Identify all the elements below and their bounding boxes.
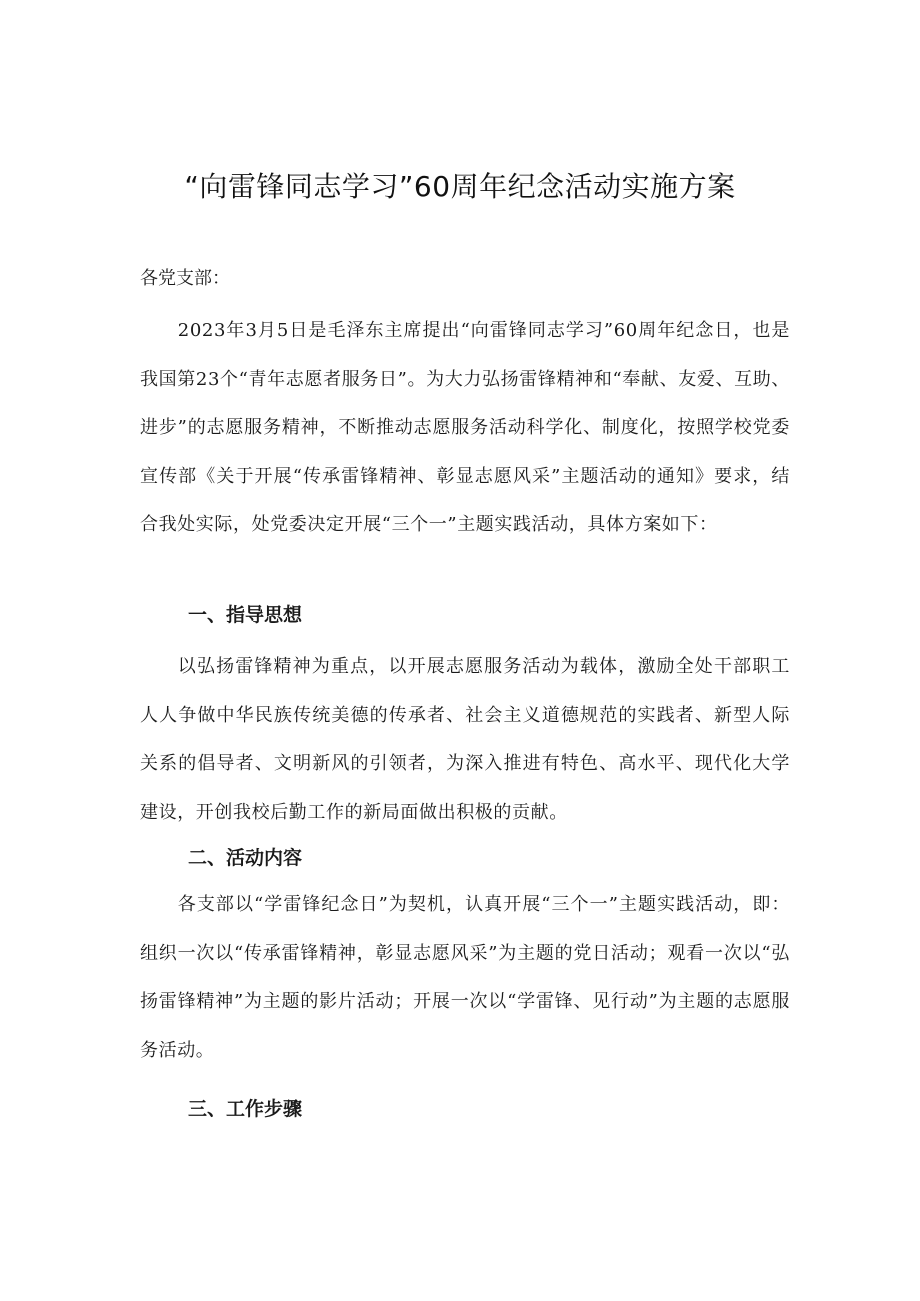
guiding-ideology-paragraph: 以弘扬雷锋精神为重点，以开展志愿服务活动为载体，激励全处干部职工人人争做中华民族传统美德的传承者、社会主义道德规范的实践者、新型人际关系的倡导者、文明新风的引领者，为深入推进有特色、高水平、现代化大学建设，开创我校后勤工作的新局面做出积极的贡献。 <box>140 656 790 823</box>
section-heading-activity-content: 二、活动内容 <box>188 847 303 869</box>
section-heading-work-steps: 三、工作步骤 <box>188 1098 303 1120</box>
salutation: 各党支部： <box>140 268 230 289</box>
section-heading-guiding-ideology: 一、指导思想 <box>188 604 303 626</box>
intro-paragraph: 2023年3月5日是毛泽东主席提出“向雷锋同志学习”60周年纪念日，也是我国第23个“青年志愿者服务日”。为大力弘扬雷锋精神和“奉献、友爱、互助、进步”的志愿服务精神，不断推动志愿服务活动科学化、制度化，按照学校党委宣传部《关于开展“传承雷锋精神、彰显志愿风采”主题活动的通知》要求，结合我处实际，处党委决定开展“三个一”主题实践活动，具体方案如下： <box>140 320 790 535</box>
activity-content-paragraph: 各支部以“学雷锋纪念日”为契机，认真开展“三个一”主题实践活动，即：组织一次以“传承雷锋精神，彰显志愿风采”为主题的党日活动；观看一次以“弘扬雷锋精神”为主题的影片活动；开展一次以“学雷锋、见行动”为主题的志愿服务活动。 <box>140 894 790 1061</box>
document-title: “向雷锋同志学习”60周年纪念活动实施方案 <box>184 170 736 203</box>
